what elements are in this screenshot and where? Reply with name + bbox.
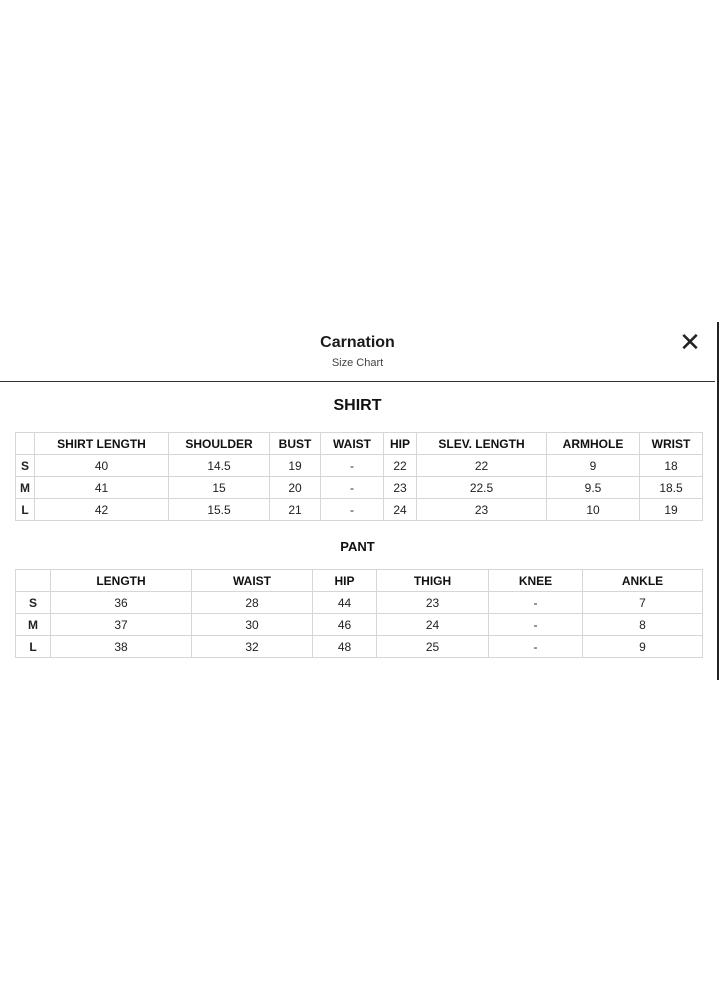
- table-cell: 8: [583, 614, 703, 636]
- table-cell: 24: [377, 614, 489, 636]
- table-cell: -: [489, 636, 583, 658]
- header-cell: HIP: [313, 570, 377, 592]
- size-label: L: [16, 499, 35, 521]
- table-cell: 23: [417, 499, 547, 521]
- shirt-size-table: [15, 432, 703, 521]
- table-cell: 21: [270, 499, 321, 521]
- table-cell: 14.5: [169, 455, 270, 477]
- header-cell: THIGH: [377, 570, 489, 592]
- table-row: [16, 455, 703, 477]
- size-label: S: [16, 592, 51, 614]
- table-row: [16, 636, 703, 658]
- header-cell: ARMHOLE: [547, 433, 640, 455]
- header-cell: [16, 433, 35, 455]
- table-cell: 23: [377, 592, 489, 614]
- table-cell: 48: [313, 636, 377, 658]
- table-cell: 22: [417, 455, 547, 477]
- table-cell: 37: [51, 614, 192, 636]
- table-cell: 41: [35, 477, 169, 499]
- product-title: Carnation: [320, 334, 395, 351]
- table-cell: -: [489, 614, 583, 636]
- header-cell: KNEE: [489, 570, 583, 592]
- table-cell: 32: [192, 636, 313, 658]
- size-label: M: [16, 614, 51, 636]
- table-row: [16, 592, 703, 614]
- table-cell: 30: [192, 614, 313, 636]
- table-header-row: [16, 433, 703, 455]
- header-cell: WAIST: [321, 433, 384, 455]
- table-cell: 20: [270, 477, 321, 499]
- table-cell: 15.5: [169, 499, 270, 521]
- table-cell: 38: [51, 636, 192, 658]
- header-cell: LENGTH: [51, 570, 192, 592]
- size-label: M: [16, 477, 35, 499]
- header-cell: WAIST: [192, 570, 313, 592]
- table-cell: -: [321, 455, 384, 477]
- size-chart-modal: [0, 322, 719, 680]
- header-cell: ANKLE: [583, 570, 703, 592]
- table-cell: 28: [192, 592, 313, 614]
- header-cell: HIP: [384, 433, 417, 455]
- header-cell: SHIRT LENGTH: [35, 433, 169, 455]
- table-cell: -: [321, 477, 384, 499]
- table-cell: -: [321, 499, 384, 521]
- table-cell: 9: [583, 636, 703, 658]
- table-cell: 19: [640, 499, 703, 521]
- table-cell: 9: [547, 455, 640, 477]
- table-cell: 42: [35, 499, 169, 521]
- table-cell: 9.5: [547, 477, 640, 499]
- header-cell: SHOULDER: [169, 433, 270, 455]
- table-cell: 36: [51, 592, 192, 614]
- table-cell: -: [489, 592, 583, 614]
- table-cell: 46: [313, 614, 377, 636]
- header-cell: [16, 570, 51, 592]
- table-row: [16, 477, 703, 499]
- header-cell: SLEV. LENGTH: [417, 433, 547, 455]
- pant-section-title: PANT: [340, 539, 375, 554]
- table-cell: 18: [640, 455, 703, 477]
- table-cell: 22: [384, 455, 417, 477]
- table-cell: 23: [384, 477, 417, 499]
- modal-subtitle: Size Chart: [331, 357, 384, 369]
- shirt-section-title: SHIRT: [333, 397, 382, 414]
- table-cell: 22.5: [417, 477, 547, 499]
- table-cell: 44: [313, 592, 377, 614]
- table-cell: 15: [169, 477, 270, 499]
- table-cell: 7: [583, 592, 703, 614]
- table-cell: 25: [377, 636, 489, 658]
- size-label: S: [16, 455, 35, 477]
- table-cell: 10: [547, 499, 640, 521]
- table-cell: 19: [270, 455, 321, 477]
- modal-header: [0, 322, 715, 382]
- table-cell: 24: [384, 499, 417, 521]
- table-header-row: [16, 570, 703, 592]
- table-cell: 18.5: [640, 477, 703, 499]
- pant-size-table: [15, 569, 703, 658]
- table-cell: 40: [35, 455, 169, 477]
- close-icon[interactable]: ✕: [679, 327, 701, 357]
- table-row: [16, 499, 703, 521]
- table-row: [16, 614, 703, 636]
- size-label: L: [16, 636, 51, 658]
- header-cell: WRIST: [640, 433, 703, 455]
- header-cell: BUST: [270, 433, 321, 455]
